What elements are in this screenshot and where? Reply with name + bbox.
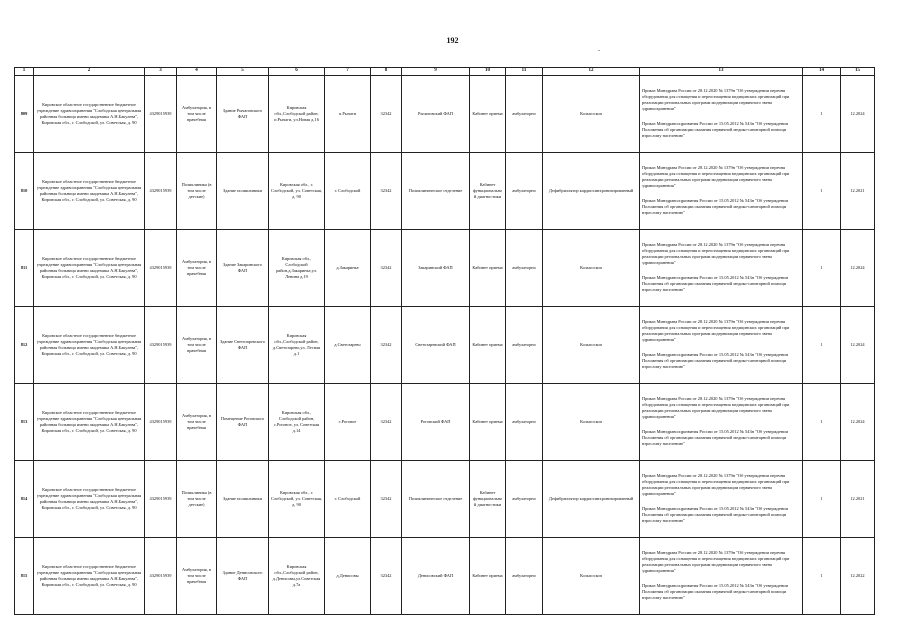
table-row xyxy=(15,460,875,537)
room-cell: Кабинет приема xyxy=(470,383,506,460)
building-cell: Здание Закаринского ФАП xyxy=(217,229,269,306)
address-cell: Кировская обл., г. Слободской, ул. Советская, д. 90 xyxy=(269,460,325,537)
inn-cell: 4329015939 xyxy=(145,460,177,537)
room-cell: Кабинет функциональной диагностики xyxy=(470,460,506,537)
mode-cell: амбулаторно xyxy=(506,152,543,229)
basis-order-543n: Приказ Минздравсоцразвития России от 15.05.2012 № 543н "Об утверждении Положения об организации оказания первичной медико-санитарной помощи взрослому населению" xyxy=(642,506,788,524)
row-number: 813 xyxy=(15,383,34,460)
address-cell: Кировская обл., г. Слободской, ул. Советская, д. 90 xyxy=(269,152,325,229)
basis-order-543n: Приказ Минздравсоцразвития России от 15.05.2012 № 543н "Об утверждении Положения об организации оказания первичной медико-санитарной помощи взрослому населению" xyxy=(642,198,788,216)
legal-basis-cell xyxy=(640,460,803,537)
building-cell: Здание поликлиники xyxy=(217,460,269,537)
date-cell: 12.2024 xyxy=(841,383,875,460)
basis-order-1379n: Приказ Минздрава России от 28.12.2020 № 1379н "Об утверждении перечня оборудования для оснащения и переоснащения медицинских организаций при реализации региональных программ модернизации первичного звена здравоохранения" xyxy=(642,242,790,266)
oktmo-cell: 32342 xyxy=(371,460,402,537)
building-cell: Здание поликлиники xyxy=(217,152,269,229)
column-header-3: 3 xyxy=(145,68,177,76)
locality-cell: д.Денисовы xyxy=(325,537,371,614)
inn-cell: 4329015939 xyxy=(145,152,177,229)
table-row xyxy=(15,537,875,614)
facility-kind-cell: Амбулатория, в том числе врачебная xyxy=(177,229,217,306)
column-header-2: 2 xyxy=(34,68,145,76)
building-cell: Здание Денисовского ФАП xyxy=(217,537,269,614)
equipment-cell: Кольпоскоп xyxy=(543,229,640,306)
unit-cell: Поликлиническое отделение xyxy=(402,460,470,537)
oktmo-cell: 32342 xyxy=(371,229,402,306)
mode-cell: амбулаторно xyxy=(506,306,543,383)
organization-cell: Кировское областное государственное бюджетное учреждение здравоохранения "Слободская центральная районная больница имени академика А.Н.Бакулева", Кировская обл., г. Слободской, ул. Советская, д. 90 xyxy=(34,383,145,460)
locality-cell: п.Рычаги xyxy=(325,75,371,152)
legal-basis-cell xyxy=(640,152,803,229)
date-cell: 12.2024 xyxy=(841,306,875,383)
oktmo-cell: 32342 xyxy=(371,306,402,383)
organization-cell: Кировское областное государственное бюджетное учреждение здравоохранения "Слободская центральная районная больница имени академика А.Н.Бакулева", Кировская обл., г. Слободской, ул. Советская, д. 90 xyxy=(34,460,145,537)
address-cell: Кировская обл., Слободской район, с.Роговое, ул. Советская д.14 xyxy=(269,383,325,460)
legal-basis-cell xyxy=(640,537,803,614)
organization-cell: Кировское областное государственное бюджетное учреждение здравоохранения "Слободская центральная районная больница имени академика А.Н.Бакулева", Кировская обл., г. Слободской, ул. Советская, д. 90 xyxy=(34,537,145,614)
address-cell: Кировская обл.,Слободской район, д.Денисовы,ул.Советская д.7а xyxy=(269,537,325,614)
facility-kind-cell: Поликлиника (в том числе детские) xyxy=(177,460,217,537)
inn-cell: 4329015939 xyxy=(145,306,177,383)
inn-cell: 4329015939 xyxy=(145,75,177,152)
column-header-11: 11 xyxy=(506,68,543,76)
table-row xyxy=(15,229,875,306)
row-number: 811 xyxy=(15,229,34,306)
facility-kind-cell: Амбулатория, в том числе врачебная xyxy=(177,383,217,460)
row-number: 809 xyxy=(15,75,34,152)
basis-order-1379n: Приказ Минздрава России от 28.12.2020 № 1379н "Об утверждении перечня оборудования для оснащения и переоснащения медицинских организаций при реализации региональных программ модернизации первичного звена здравоохранения" xyxy=(642,88,790,112)
room-cell: Кабинет приема xyxy=(470,229,506,306)
table-row xyxy=(15,306,875,383)
quantity-cell: 1 xyxy=(803,75,841,152)
equipment-cell: Кольпоскоп xyxy=(543,383,640,460)
equipment-cell: Дефибриллятор кардиосинхронизированный xyxy=(543,460,640,537)
facility-kind-cell: Амбулатория, в том числе врачебная xyxy=(177,306,217,383)
room-cell: Кабинет приема xyxy=(470,75,506,152)
organization-cell: Кировское областное государственное бюджетное учреждение здравоохранения "Слободская центральная районная больница имени академика А.Н.Бакулева", Кировская обл., г. Слободской, ул. Советская, д. 90 xyxy=(34,306,145,383)
date-cell: 12.2024 xyxy=(841,229,875,306)
oktmo-cell: 32342 xyxy=(371,152,402,229)
legal-basis-cell xyxy=(640,229,803,306)
unit-cell: Рычаговский ФАП xyxy=(402,75,470,152)
basis-order-1379n: Приказ Минздрава России от 28.12.2020 № 1379н "Об утверждении перечня оборудования для оснащения и переоснащения медицинских организаций при реализации региональных программ модернизации первичного звена здравоохранения" xyxy=(642,396,790,420)
equipment-cell: Кольпоскоп xyxy=(543,75,640,152)
inn-cell: 4329015939 xyxy=(145,383,177,460)
unit-cell: Закаринский ФАП xyxy=(402,229,470,306)
basis-order-543n: Приказ Минздравсоцразвития России от 15.05.2012 № 543н "Об утверждении Положения об организации оказания первичной медико-санитарной помощи взрослому населению" xyxy=(642,121,788,139)
mode-cell: амбулаторно xyxy=(506,537,543,614)
address-cell: Кировская обл.,Слободской район, д.Светозарево,ул. Лесная д.1 xyxy=(269,306,325,383)
header-row xyxy=(15,68,875,76)
address-cell: Кировская обл., Слободской район,д.Закаринье,ул. Ленина д.19 xyxy=(269,229,325,306)
column-header-1: 1 xyxy=(15,68,34,76)
building-cell: Здание Рычаговского ФАП xyxy=(217,75,269,152)
equipment-cell: Кольпоскоп xyxy=(543,537,640,614)
quantity-cell: 1 xyxy=(803,383,841,460)
inn-cell: 4329015939 xyxy=(145,537,177,614)
column-header-12: 12 xyxy=(543,68,640,76)
basis-order-543n: Приказ Минздравсоцразвития России от 15.05.2012 № 543н "Об утверждении Положения об организации оказания первичной медико-санитарной помощи взрослому населению" xyxy=(642,275,788,293)
quantity-cell: 1 xyxy=(803,306,841,383)
stray-dot: . xyxy=(598,44,600,53)
column-header-5: 5 xyxy=(217,68,269,76)
legal-basis-cell xyxy=(640,75,803,152)
table-row xyxy=(15,152,875,229)
mode-cell: амбулаторно xyxy=(506,229,543,306)
locality-cell: д.Закаринье xyxy=(325,229,371,306)
quantity-cell: 1 xyxy=(803,460,841,537)
column-header-15: 15 xyxy=(841,68,875,76)
facility-kind-cell: Амбулатория, в том числе врачебная xyxy=(177,537,217,614)
oktmo-cell: 32342 xyxy=(371,383,402,460)
column-header-9: 9 xyxy=(402,68,470,76)
room-cell: Кабинет приема xyxy=(470,537,506,614)
address-cell: Кировская обл.,Слободской район, п.Рычаги, ул.Новая д.16 xyxy=(269,75,325,152)
basis-order-1379n: Приказ Минздрава России от 28.12.2020 № 1379н "Об утверждении перечня оборудования для оснащения и переоснащения медицинских организаций при реализации региональных программ модернизации первичного звена здравоохранения" xyxy=(642,473,790,497)
basis-order-543n: Приказ Минздравсоцразвития России от 15.05.2012 № 543н "Об утверждении Положения об организации оказания первичной медико-санитарной помощи взрослому населению" xyxy=(642,352,788,370)
legal-basis-cell xyxy=(640,306,803,383)
basis-order-1379n: Приказ Минздрава России от 28.12.2020 № 1379н "Об утверждении перечня оборудования для оснащения и переоснащения медицинских организаций при реализации региональных программ модернизации первичного звена здравоохранения" xyxy=(642,550,790,574)
row-number: 815 xyxy=(15,537,34,614)
basis-order-1379n: Приказ Минздрава России от 28.12.2020 № 1379н "Об утверждении перечня оборудования для оснащения и переоснащения медицинских организаций при реализации региональных программ модернизации первичного звена здравоохранения" xyxy=(642,165,790,189)
page-number: 192 xyxy=(446,36,459,45)
column-header-6: 6 xyxy=(269,68,325,76)
organization-cell: Кировское областное государственное бюджетное учреждение здравоохранения "Слободская центральная районная больница имени академика А.Н.Бакулева", Кировская обл., г. Слободской, ул. Советская, д. 90 xyxy=(34,152,145,229)
mode-cell: амбулаторно xyxy=(506,75,543,152)
equipment-cell: Дефибриллятор кардиосинхронизированный xyxy=(543,152,640,229)
building-cell: Здание Светозаревского ФАП xyxy=(217,306,269,383)
room-cell: Кабинет приема xyxy=(470,306,506,383)
table-row xyxy=(15,383,875,460)
building-cell: Помещение Роговского ФАП xyxy=(217,383,269,460)
column-header-4: 4 xyxy=(177,68,217,76)
equipment-cell: Кольпоскоп xyxy=(543,306,640,383)
mode-cell: амбулаторно xyxy=(506,460,543,537)
date-cell: 12.2021 xyxy=(841,152,875,229)
locality-cell: г. Слободской xyxy=(325,152,371,229)
unit-cell: Поликлиническое отделение xyxy=(402,152,470,229)
quantity-cell: 1 xyxy=(803,229,841,306)
locality-cell: г. Слободской xyxy=(325,460,371,537)
basis-order-543n: Приказ Минздравсоцразвития России от 15.05.2012 № 543н "Об утверждении Положения об организации оказания первичной медико-санитарной помощи взрослому населению" xyxy=(642,429,788,447)
locality-cell: д.Светозарево xyxy=(325,306,371,383)
column-header-14: 14 xyxy=(803,68,841,76)
equipment-register-table xyxy=(14,67,875,615)
basis-order-1379n: Приказ Минздрава России от 28.12.2020 № 1379н "Об утверждении перечня оборудования для оснащения и переоснащения медицинских организаций при реализации региональных программ модернизации первичного звена здравоохранения" xyxy=(642,319,790,343)
column-header-10: 10 xyxy=(470,68,506,76)
inn-cell: 4329015939 xyxy=(145,229,177,306)
quantity-cell: 1 xyxy=(803,152,841,229)
facility-kind-cell: Амбулатория, в том числе врачебная xyxy=(177,75,217,152)
column-header-7: 7 xyxy=(325,68,371,76)
organization-cell: Кировское областное государственное бюджетное учреждение здравоохранения "Слободская центральная районная больница имени академика А.Н.Бакулева", Кировская обл., г. Слободской, ул. Советская, д. 90 xyxy=(34,75,145,152)
row-number: 814 xyxy=(15,460,34,537)
locality-cell: с.Роговое xyxy=(325,383,371,460)
table-row xyxy=(15,75,875,152)
oktmo-cell: 32342 xyxy=(371,75,402,152)
mode-cell: амбулаторно xyxy=(506,383,543,460)
date-cell: 12.2022 xyxy=(841,537,875,614)
date-cell: 12.2024 xyxy=(841,75,875,152)
facility-kind-cell: Поликлиника (в том числе детские) xyxy=(177,152,217,229)
oktmo-cell: 32342 xyxy=(371,537,402,614)
unit-cell: Светозаревский ФАП xyxy=(402,306,470,383)
unit-cell: Денисовский ФАП xyxy=(402,537,470,614)
basis-order-543n: Приказ Минздравсоцразвития России от 15.05.2012 № 543н "Об утверждении Положения об организации оказания первичной медико-санитарной помощи взрослому населению" xyxy=(642,583,788,601)
quantity-cell: 1 xyxy=(803,537,841,614)
room-cell: Кабинет функциональной диагностики xyxy=(470,152,506,229)
unit-cell: Роговский ФАП xyxy=(402,383,470,460)
column-header-13: 13 xyxy=(640,68,803,76)
date-cell: 12.2021 xyxy=(841,460,875,537)
organization-cell: Кировское областное государственное бюджетное учреждение здравоохранения "Слободская центральная районная больница имени академика А.Н.Бакулева", Кировская обл., г. Слободской, ул. Советская, д. 90 xyxy=(34,229,145,306)
legal-basis-cell xyxy=(640,383,803,460)
row-number: 810 xyxy=(15,152,34,229)
row-number: 812 xyxy=(15,306,34,383)
column-header-8: 8 xyxy=(371,68,402,76)
